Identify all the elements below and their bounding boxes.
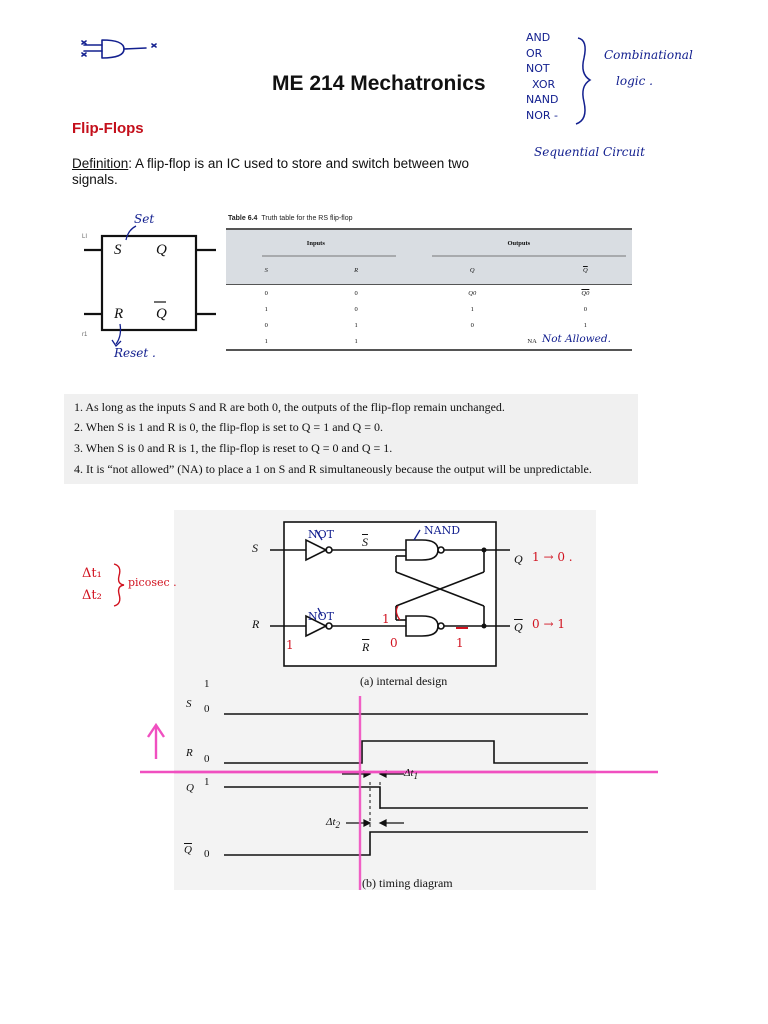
design-rbar-label: $\overline{R}$	[362, 640, 370, 654]
design-q-label: Q	[514, 552, 523, 566]
delta-t1-note: Δt₁	[82, 566, 102, 581]
gate-list-item: XOR	[532, 77, 556, 91]
rule-item: 1. As long as the inputs S and R are both 0, the outputs of the flip-flop remain unchanged.	[74, 400, 505, 414]
not-bottom-note: NOT	[308, 610, 334, 623]
design-sbar-label: $\overline{S}$	[362, 535, 368, 549]
header-qbar: $\overline{Q}$	[583, 266, 588, 274]
timing-s-label: S	[186, 698, 192, 710]
timing-s-zero: 0	[204, 703, 210, 715]
page-title: ME 214 Mechatronics	[272, 72, 486, 95]
timing-q-label: Q	[186, 782, 194, 794]
table-caption-text: Truth table for the RS flip-flop	[261, 215, 353, 222]
rule-item: 2. When S is 1 and R is 0, the flip-flop is set to Q = 1 and Q = 0.	[74, 420, 383, 434]
gate-list-item: NOT	[526, 62, 550, 75]
internal-design-diagram	[174, 510, 596, 890]
r-value-note: 1	[286, 638, 294, 652]
rules-list	[64, 394, 638, 484]
truth-table	[226, 228, 632, 350]
table-cell: Q0	[468, 289, 477, 297]
symbol-s-label: S	[114, 242, 122, 258]
timing-r-zero: 0	[204, 753, 210, 765]
design-qbar-label: $\overline{Q}$	[514, 620, 523, 634]
timing-dt1: Δt	[404, 767, 414, 779]
table-cell: NA	[527, 337, 537, 345]
table-cell: 1	[264, 337, 268, 345]
gate-list-item: NAND	[526, 93, 559, 106]
combinational-note: Combinational	[604, 48, 693, 62]
table-cell: 1	[583, 321, 588, 329]
definition-text: : A flip-flop is an IC used to store and switch between two signals.	[72, 156, 469, 187]
nand-output-note: 1	[456, 636, 464, 650]
header-r: R	[354, 266, 359, 274]
timing-dt1-sub: 1	[413, 771, 419, 782]
red-brace-icon	[112, 562, 126, 608]
definition-label: Definition	[72, 156, 129, 171]
design-r-label: R	[252, 617, 260, 631]
set-note: Set	[134, 212, 155, 226]
nand-note: NAND	[424, 524, 461, 537]
gate-sketch-icon	[80, 36, 170, 64]
table-caption	[228, 215, 353, 222]
table-cell: 0	[264, 321, 268, 329]
timing-caption: (b) timing diagram	[362, 876, 453, 890]
q-transition-note: 1 → 0 .	[532, 550, 573, 564]
table-cell: 0	[583, 305, 588, 313]
nand-input-note: 0	[390, 636, 398, 650]
table-cell: Q0	[581, 289, 590, 297]
table-cell: 0	[470, 321, 474, 329]
timing-dt1-label	[404, 767, 418, 781]
design-caption: (a) internal design	[360, 674, 448, 688]
timing-qbar-label: $\overline{Q}$	[184, 844, 192, 856]
gate-list-item: AND	[526, 31, 551, 44]
highlight-marks	[140, 715, 660, 795]
gate-list-note	[526, 30, 558, 123]
qbar-transition-note: 0 → 1	[532, 617, 565, 631]
not-top-note: NOT	[308, 528, 334, 541]
header-outputs: Outputs	[507, 239, 531, 247]
header-s: S	[264, 266, 268, 274]
brace-icon	[572, 36, 596, 126]
table-cell: 0	[264, 289, 268, 297]
gate-list-item: OR	[526, 46, 543, 60]
timing-dt2: Δt	[326, 816, 336, 828]
nand-input-note: 1	[382, 612, 390, 626]
table-cell: 0	[354, 305, 358, 313]
timing-dt2-label	[326, 816, 340, 830]
symbol-q-label: Q	[156, 242, 167, 258]
table-cell: 1	[354, 337, 358, 345]
timing-one-label: 1	[204, 678, 210, 690]
logic-note: logic .	[616, 74, 653, 88]
timing-q-one: 1	[204, 776, 210, 788]
design-s-label: S	[252, 541, 258, 555]
section-heading: Flip-Flops	[72, 120, 144, 137]
svg-text:LI: LI	[82, 234, 88, 240]
rule-item: 4. It is “not allowed” (NA) to place a 1 on S and R simultaneously because the output will be unpredictable.	[74, 462, 592, 476]
svg-text:r1: r1	[82, 332, 88, 338]
timing-qbar-zero: 0	[204, 848, 210, 860]
table-cell: 1	[354, 321, 358, 329]
definition-paragraph	[72, 156, 482, 188]
table-cell: 1	[470, 305, 474, 313]
sequential-note: Sequential Circuit	[534, 145, 645, 159]
timing-dt2-sub: 2	[335, 820, 341, 831]
symbol-r-label: R	[114, 306, 124, 322]
delta-t2-note: Δt₂	[82, 588, 102, 603]
gate-list-item: NOR -	[526, 108, 558, 122]
picosec-note: picosec .	[128, 576, 177, 589]
table-caption-label: Table 6.4	[228, 215, 258, 222]
timing-r-label: R	[186, 747, 193, 759]
rule-item: 3. When S is 0 and R is 1, the flip-flop is reset to Q = 0 and Q = 1.	[74, 441, 393, 455]
table-cell: 0	[354, 289, 358, 297]
not-allowed-note: Not Allowed.	[542, 333, 611, 345]
symbol-qbar-label: Q	[156, 306, 167, 322]
reset-note: Reset .	[114, 346, 156, 360]
header-q: Q	[469, 266, 475, 274]
table-group-rules	[226, 250, 632, 262]
header-inputs: Inputs	[306, 239, 325, 247]
table-cell: 1	[264, 305, 268, 313]
